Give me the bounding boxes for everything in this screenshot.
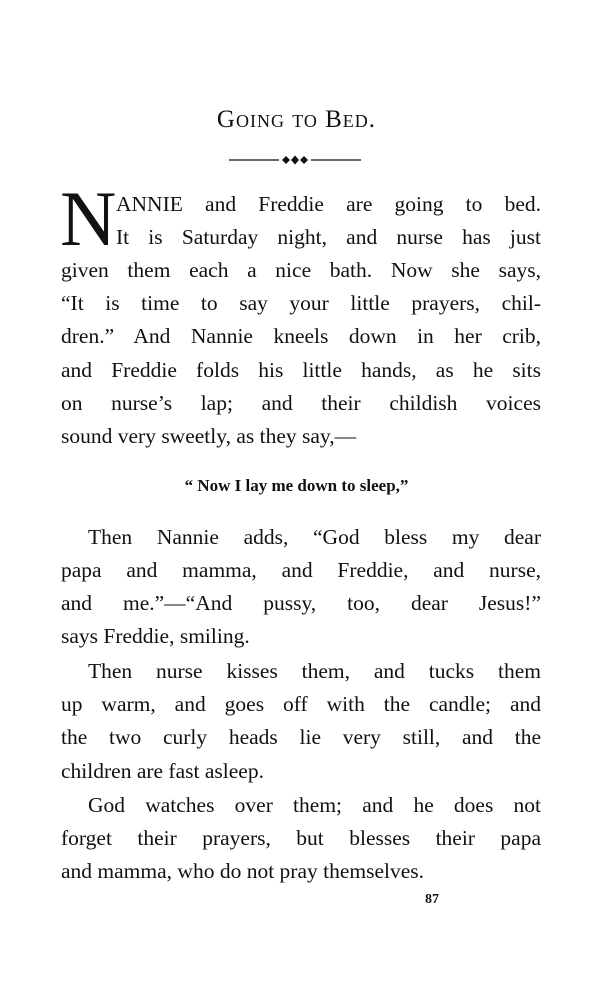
paragraph-2-line-2: papa and mamma, and Freddie, and nurse,	[61, 558, 541, 582]
paragraph-1-line-2: It is Saturday night, and nurse has just	[116, 225, 541, 249]
paragraph-2-line-4: says Freddie, smiling.	[61, 624, 250, 648]
title-ornament-divider	[229, 152, 361, 168]
paragraph-1-line-6: and Freddie folds his little hands, as he sits	[61, 358, 541, 382]
paragraph-4-line-1: God watches over them; and he does not	[88, 793, 541, 817]
paragraph-3-line-3: the two curly heads lie very still, and the	[61, 725, 541, 749]
paragraph-3-line-1: Then nurse kisses them, and tucks them	[88, 659, 541, 683]
paragraph-1-line-5: dren.” And Nannie kneels down in her crib,	[61, 324, 541, 348]
paragraph-1-line-7: on nurse’s lap; and their childish voices	[61, 391, 541, 415]
paragraph-1-line-8: sound very sweetly, as they say,—	[61, 424, 357, 448]
paragraph-2-line-3: and me.”—“And pussy, too, dear Jesus!”	[61, 591, 541, 615]
prayer-quote: “ Now I lay me down to sleep,”	[184, 476, 409, 495]
paragraph-4-line-3: and mamma, who do not pray themselves.	[61, 859, 425, 883]
paragraph-2-line-1: Then Nannie adds, “God bless my dear	[88, 525, 541, 549]
paragraph-4-line-2: forget their prayers, but blesses their papa	[61, 826, 541, 850]
paragraph-1-line-4: “It is time to say your little prayers, chil-	[61, 291, 541, 315]
drop-cap-letter: N	[60, 175, 117, 262]
paragraph-1-line-1: ANNIE and Freddie are going to bed.	[116, 192, 541, 216]
chapter-title: Going to Bed.	[216, 106, 377, 133]
paragraph-3-line-4: children are fast asleep.	[61, 759, 264, 783]
paragraph-1-line-3: given them each a nice bath. Now she says,	[61, 258, 541, 282]
page-number: 87	[425, 892, 439, 907]
paragraph-3-line-2: up warm, and goes off with the candle; and	[61, 692, 541, 716]
